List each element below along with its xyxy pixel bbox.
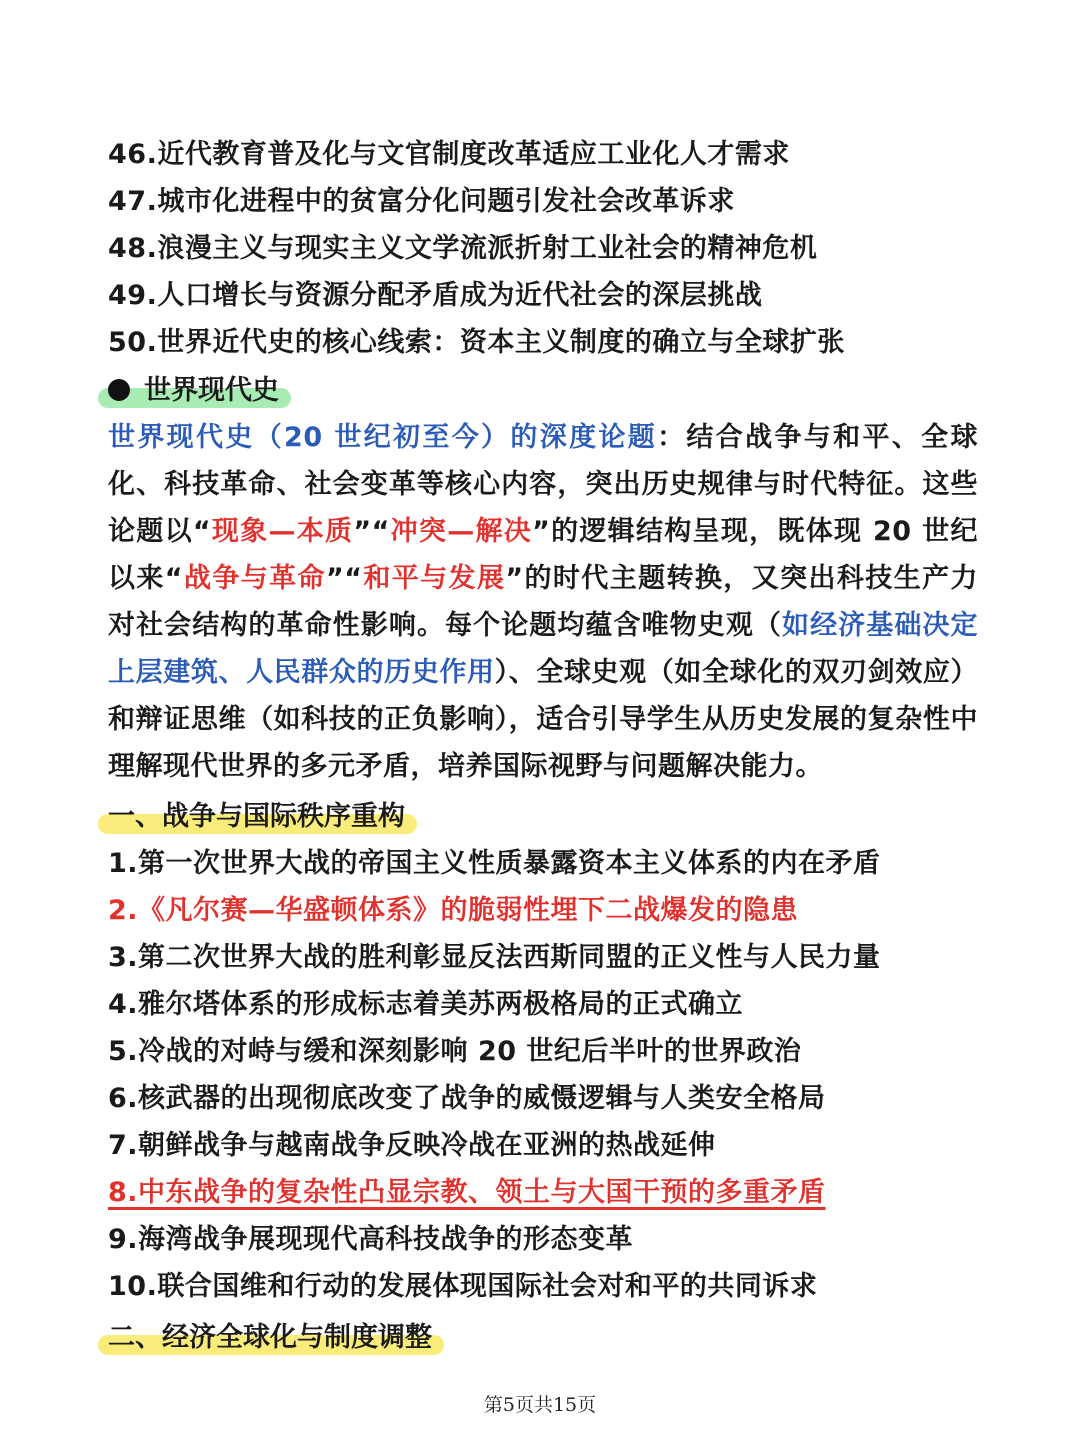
intro-text: ”的时代主题转换，又突出科技生产力对社会结构的革命性影响。每个论题均蕴含唯物史观（ — [108, 563, 979, 641]
section-heading-text: 一、战争与国际秩序重构 — [108, 801, 405, 832]
list-item: 48.浪漫主义与现实主义文学流派折射工业社会的精神危机 — [108, 233, 818, 264]
intro-text: ：结合战争与和平、全球化、科技革命、社会变革等核心内容，突出历史规律与时代特征。这些论题以“ — [108, 422, 978, 547]
list-item-underlined: 8.中东战争的复杂性凸显宗教、领土与大国干预的多重矛盾 — [108, 1177, 826, 1208]
list-item: 5.冷战的对峙与缓和深刻影响 20 世纪后半叶的世界政治 — [108, 1036, 802, 1067]
list-items-1-10 — [108, 840, 988, 1310]
section-two — [108, 1314, 988, 1361]
section-modern-history — [108, 367, 988, 414]
intro-text: ”“ — [325, 563, 363, 594]
intro-red-phrase: 战争与革命 — [183, 563, 326, 594]
intro-blue-phrase: 如经济基础决定上层建筑、人民群众的历史作用 — [108, 610, 978, 688]
intro-red-phrase: 冲突—解决 — [389, 516, 533, 547]
bullet-dot-icon — [108, 379, 130, 401]
intro-text: ”的逻辑结构呈现，既体现 20 世纪以来“ — [108, 516, 979, 594]
intro-red-phrase: 和平与发展 — [362, 563, 506, 594]
section-one — [108, 793, 988, 840]
list-item: 49.人口增长与资源分配矛盾成为近代社会的深层挑战 — [108, 280, 763, 311]
list-item: 3.第二次世界大战的胜利彰显反法西斯同盟的正义性与人民力量 — [108, 942, 881, 973]
page-number-label: 第5页共15页 — [483, 1394, 597, 1416]
list-item: 1.第一次世界大战的帝国主义性质暴露资本主义体系的内在矛盾 — [108, 848, 881, 879]
section-heading-text: 世界现代史 — [144, 375, 279, 406]
list-item: 6.核武器的出现彻底改变了战争的威慑逻辑与人类安全格局 — [108, 1083, 826, 1114]
intro-red-phrase: 现象—本质 — [211, 516, 354, 547]
list-item: 7.朝鲜战争与越南战争反映冷战在亚洲的热战延伸 — [108, 1130, 716, 1161]
intro-text: ”“ — [353, 516, 390, 547]
intro-text: ）、全球史观（如全球化的双刃剑效应）和辩证思维（如科技的正负影响），适合引导学生从历史发展的复杂性中理解现代世界的多元矛盾，培养国际视野与问题解决能力。 — [108, 657, 979, 782]
list-item: 4.雅尔塔体系的形成标志着美苏两极格局的正式确立 — [108, 989, 744, 1020]
section-heading-text: 二、经济全球化与制度调整 — [108, 1322, 432, 1353]
section-heading — [108, 793, 405, 840]
list-item-row — [108, 1169, 988, 1216]
section-heading — [108, 1314, 432, 1361]
list-item: 9.海湾战争展现现代高科技战争的形态变革 — [108, 1224, 634, 1255]
list-item: 50.世界近代史的核心线索：资本主义制度的确立与全球扩张 — [108, 327, 845, 358]
intro-paragraph — [108, 414, 978, 790]
intro-topic-phrase: 世界现代史（20 世纪初至今）的深度论题 — [108, 422, 658, 453]
list-item: 47.城市化进程中的贫富分化问题引发社会改革诉求 — [108, 186, 735, 217]
list-item-highlighted: 2.《凡尔赛—华盛顿体系》的脆弱性埋下二战爆发的隐患 — [108, 895, 799, 926]
list-item: 46.近代教育普及化与文官制度改革适应工业化人才需求 — [108, 139, 790, 170]
list-item: 10.联合国维和行动的发展体现国际社会对和平的共同诉求 — [108, 1271, 818, 1302]
list-items-46-50 — [108, 131, 988, 366]
section-heading — [108, 367, 279, 414]
